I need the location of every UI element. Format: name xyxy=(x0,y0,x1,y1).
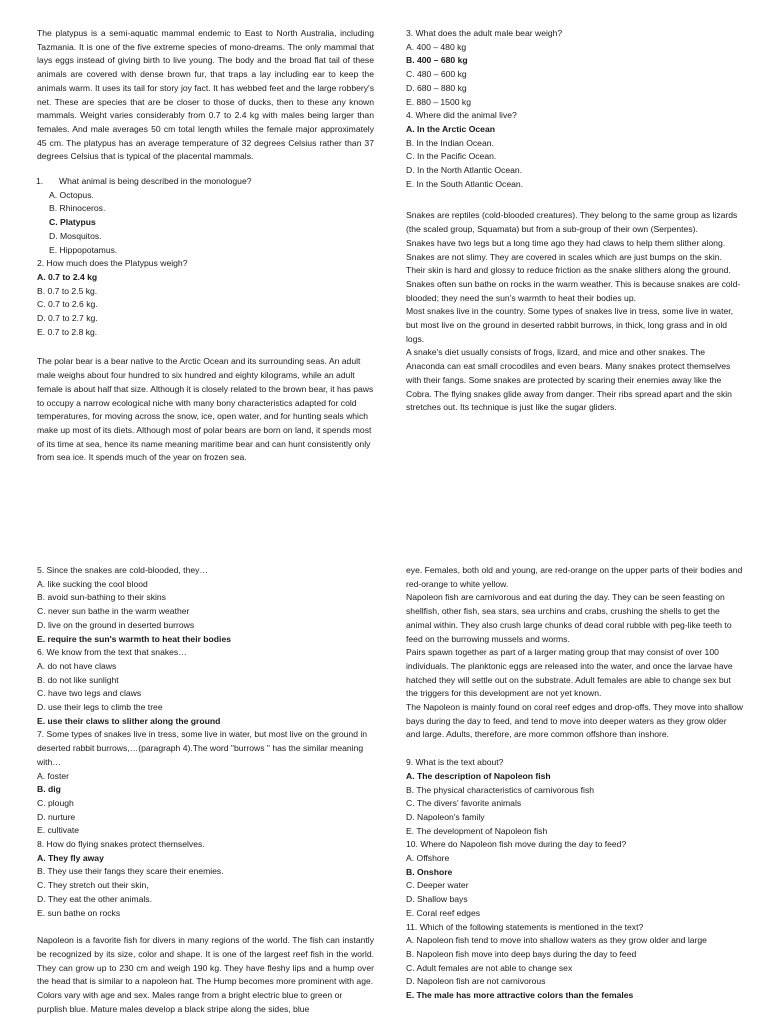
page2-right-column xyxy=(406,564,743,1003)
snakes-paragraph-4: Most snakes live in the country. Some types of snakes live in tress, some live in water, but most live on the ground in deserted rabbit burrows, in thick, long grass and in old logs. xyxy=(406,306,734,344)
q11-option-a: A. Napoleon fish tend to move into shallow waters as they grow older and large xyxy=(406,935,707,946)
q4-option-e: E. In the South Atlantic Ocean. xyxy=(406,178,524,189)
q2-option-e: E. 0.7 to 2.8 kg. xyxy=(37,326,98,337)
snakes-paragraph-1: Snakes are reptiles (cold-blooded creatures). They belong to the same group as lizards (the scaled group, Squamata) but from a sub-group of their own (Serpentes). xyxy=(406,210,738,235)
snakes-paragraph-3: Snakes often sun bathe on rocks in the warm weather. This is because snakes are cold-blooded; they need the sun's warmth to heat their bodies up. xyxy=(406,278,741,303)
question-5: 5. Since the snakes are cold-blooded, they… xyxy=(37,565,209,575)
napoleon-paragraph-3: Napoleon fish are carnivorous and eat during the day. They can be seen feasting on shellfish, other fish, sea stars, sea urchins and crabs, crushing the shells to get the animal within. They also crush large chunks of dead coral rubble with peg-like teeth to feed on the burrowing mussels and worms. xyxy=(406,592,732,644)
question-6: 6. We know from the text that snakes… xyxy=(37,647,187,658)
q6-option-d: D. use their legs to climb the tree xyxy=(37,702,163,713)
q3-option-d: D. 680 – 880 kg xyxy=(406,82,467,93)
question-8: 8. How do flying snakes protect themselves. xyxy=(37,839,205,850)
q6-option-a: A. do not have claws xyxy=(37,660,117,671)
q8-option-b: B. They use their fangs they scare their enemies. xyxy=(37,866,224,877)
polar-bear-passage: The polar bear is a bear native to the Arctic Ocean and its surrounding seas. An adult male weighs about four hundred to six hundred and eighty kilograms, while an adult female is about half that size. Although it is closely related to the brown bear, it has paws to occupy a narrow ecological niche with many bony characteristics adapted for cold temperatures, for moving across the snow, ice, open water, and for hunting seals which make up most of its diets. Although most of polar bears are born on land, it spends most of its time at sea, hence its name meaning maritime bear and can hunt consistently only from sea ice. It spends much of the year on frozen sea. xyxy=(37,356,374,463)
q11-option-e-answer: E. The male has more attractive colors than the females xyxy=(406,990,634,1001)
page2-left-column xyxy=(37,564,374,1017)
question-10: 10. Where do Napoleon fish move during the day to feed? xyxy=(406,839,627,850)
q1-option-b: B. Rhinoceros. xyxy=(49,203,106,214)
napoleon-paragraph-1: Napoleon is a favorite fish for divers in many regions of the world. The fish can instantly be recognized by its size, color and shape. It is one of the largest reef fish in the world. They can grow up to 230 cm and weigh 190 kg. They have fleshy lips and a hump over the head that is similar to a napoleon hat. The Hump becomes more prominent with age. xyxy=(37,935,374,987)
q4-option-d: D. In the North Atlantic Ocean. xyxy=(406,165,523,176)
q10-option-c: C. Deeper water xyxy=(406,880,469,891)
q9-option-b: B. The physical characteristics of carnivorous fish xyxy=(406,784,595,795)
q1-option-a: A. Octopus. xyxy=(49,189,94,200)
q10-option-a: A. Offshore xyxy=(406,853,450,864)
q5-option-a: A. like sucking the cool blood xyxy=(37,578,148,589)
q9-option-e: E. The development of Napoleon fish xyxy=(406,825,548,836)
question-4: 4. Where did the animal live? xyxy=(406,110,517,121)
q3-option-a: A. 400 – 480 kg xyxy=(406,41,467,52)
q7-option-c: C. plough xyxy=(37,797,74,808)
q11-option-c: C. Adult females are not able to change sex xyxy=(406,962,573,973)
q11-option-b: B. Napoleon fish move into deep bays during the day to feed xyxy=(406,948,637,959)
snakes-paragraph-5: A snake's diet usually consists of frogs, lizard, and mice and other snakes. The Anaconda can eat small crocodiles and even bears. Many snakes protect themselves with their fangs. Some snakes are protected by scaring their enemies away like the Cobra. The flying snakes glide away from danger. Their ribs spread apart and the skin stretches out. Its technique is just like the sugar gliders. xyxy=(406,347,732,413)
q11-option-d: D. Napoleon fish are not carnivorous xyxy=(406,976,546,987)
question-7: 7. Some types of snakes live in tress, some live in water, but most live on the ground in deserted rabbit burrows,…(paragraph 4).The word "burrows " has the similar meaning with… xyxy=(37,729,368,767)
q2-option-a-answer: A. 0.7 to 2.4 kg xyxy=(37,271,98,282)
q10-option-d: D. Shallow bays xyxy=(406,894,468,905)
snakes-paragraph-2: Snakes have two legs but a long time ago they had claws to help them slither along. Snakes are not slimy. They are covered in scales which are just bumps on the skin. Their skin is hard and glossy to reduce friction as the snake slithers along the ground. xyxy=(406,237,731,276)
q9-option-c: C. The divers' favorite animals xyxy=(406,798,522,809)
q7-option-e: E. cultivate xyxy=(37,825,80,836)
q7-option-b-answer: B. dig xyxy=(37,784,61,795)
page1-right-column xyxy=(406,27,743,415)
q7-option-a: A. foster xyxy=(37,770,69,781)
question-1 xyxy=(37,175,374,189)
q8-option-c: C. They stretch out their skin, xyxy=(37,880,149,891)
q4-option-c: C. In the Pacific Ocean. xyxy=(406,151,497,162)
q5-option-c: C. never sun bathe in the warm weather xyxy=(37,606,190,617)
q1-option-c-answer: C. Platypus xyxy=(49,217,96,228)
q4-option-a-answer: A. In the Arctic Ocean xyxy=(406,123,495,134)
q9-option-d: D. Napoleon's family xyxy=(406,811,485,822)
q1-option-e: E. Hippopotamus. xyxy=(49,244,118,255)
napoleon-paragraph-2-continued: eye. Females, both old and young, are red-orange on the upper parts of their bodies and red-orange to white yellow. xyxy=(406,565,743,589)
question-1-options xyxy=(37,189,374,258)
question-3: 3. What does the adult male bear weigh? xyxy=(406,28,563,38)
page1-left-column xyxy=(37,27,374,465)
question-1-number: 1. xyxy=(36,176,44,187)
question-2: 2. How much does the Platypus weigh? xyxy=(37,258,188,269)
q5-option-b: B. avoid sun-bathing to their skins xyxy=(37,592,166,603)
q3-option-c: C. 480 – 600 kg xyxy=(406,69,467,80)
q6-option-c: C. have two legs and claws xyxy=(37,688,142,699)
napoleon-paragraph-4: Pairs spawn together as part of a larger mating group that may consist of over 100 individuals. The planktonic eggs are released into the water, and once the larvae have hatched they will settle out on the substrate. Adult females are able to change sex but the triggers for this development are not yet known. xyxy=(406,647,733,699)
question-1-text: What animal is being described in the monologue? xyxy=(59,176,252,187)
q5-option-d: D. live on the ground in deserted burrows xyxy=(37,619,195,630)
q10-option-b-answer: B. Onshore xyxy=(406,866,453,877)
platypus-passage: The platypus is a semi-aquatic mammal endemic to East to North Australia, including Tazmania. It is one of the five extreme species of mono-dreams. The only mammal that lays eggs instead of giving birth to live young. The body and the broad flat tail of these animals are covered with dense brown fur, that traps a lay including ear to keep the animals warm. It uses its tail for story joy fact. It has webbed feet and the large robbery's net. These are species that are be closer to those of ducks, then to these any known mammals. Weight varies considerably from 0.7 to 2.4 kg with males being larger than females. And male averages 50 cm total length whiles the female major approximately 45 cm. The platypus has an average temperature of 32 degrees Celsius rather than 37 degrees Celsius that is typical of the placental mammals. xyxy=(37,28,374,162)
napoleon-paragraph-2-start: Colors vary with age and sex. Males range from a bright electric blue to green or purplish blue. Mature males develop a black stripe along the sides, blue xyxy=(37,990,343,1014)
q2-option-c: C. 0.7 to 2.6 kg. xyxy=(37,299,98,310)
q1-option-d: D. Mosquitos. xyxy=(49,230,102,241)
q2-option-d: D. 0.7 to 2.7 kg. xyxy=(37,313,98,324)
q5-option-e-answer: E. require the sun's warmth to heat their bodies xyxy=(37,633,232,644)
q6-option-e-answer: E. use their claws to slither along the ground xyxy=(37,715,221,726)
q3-option-e: E. 880 – 1500 kg xyxy=(406,96,471,107)
napoleon-paragraph-5: The Napoleon is mainly found on coral reef edges and drop-offs. They move into shallow bays during the day to feed, and tend to move into deeper waters as they grow older and large. Adults, therefore, are more common offshore than inshore. xyxy=(406,702,743,740)
q3-option-b-answer: B. 400 – 680 kg xyxy=(406,55,468,66)
q9-option-a-answer: A. The description of Napoleon fish xyxy=(406,770,551,781)
q8-option-d: D. They eat the other animals. xyxy=(37,893,152,904)
question-9: 9. What is the text about? xyxy=(406,757,504,768)
q8-option-e: E. sun bathe on rocks xyxy=(37,907,121,918)
q7-option-d: D. nurture xyxy=(37,811,76,822)
q8-option-a-answer: A. They fly away xyxy=(37,852,104,863)
q10-option-e: E. Coral reef edges xyxy=(406,907,481,918)
q4-option-b: B. In the Indian Ocean. xyxy=(406,137,494,148)
q6-option-b: B. do not like sunlight xyxy=(37,674,119,685)
q2-option-b: B. 0.7 to 2.5 kg. xyxy=(37,285,98,296)
question-11: 11. Which of the following statements is mentioned in the text? xyxy=(406,921,644,932)
